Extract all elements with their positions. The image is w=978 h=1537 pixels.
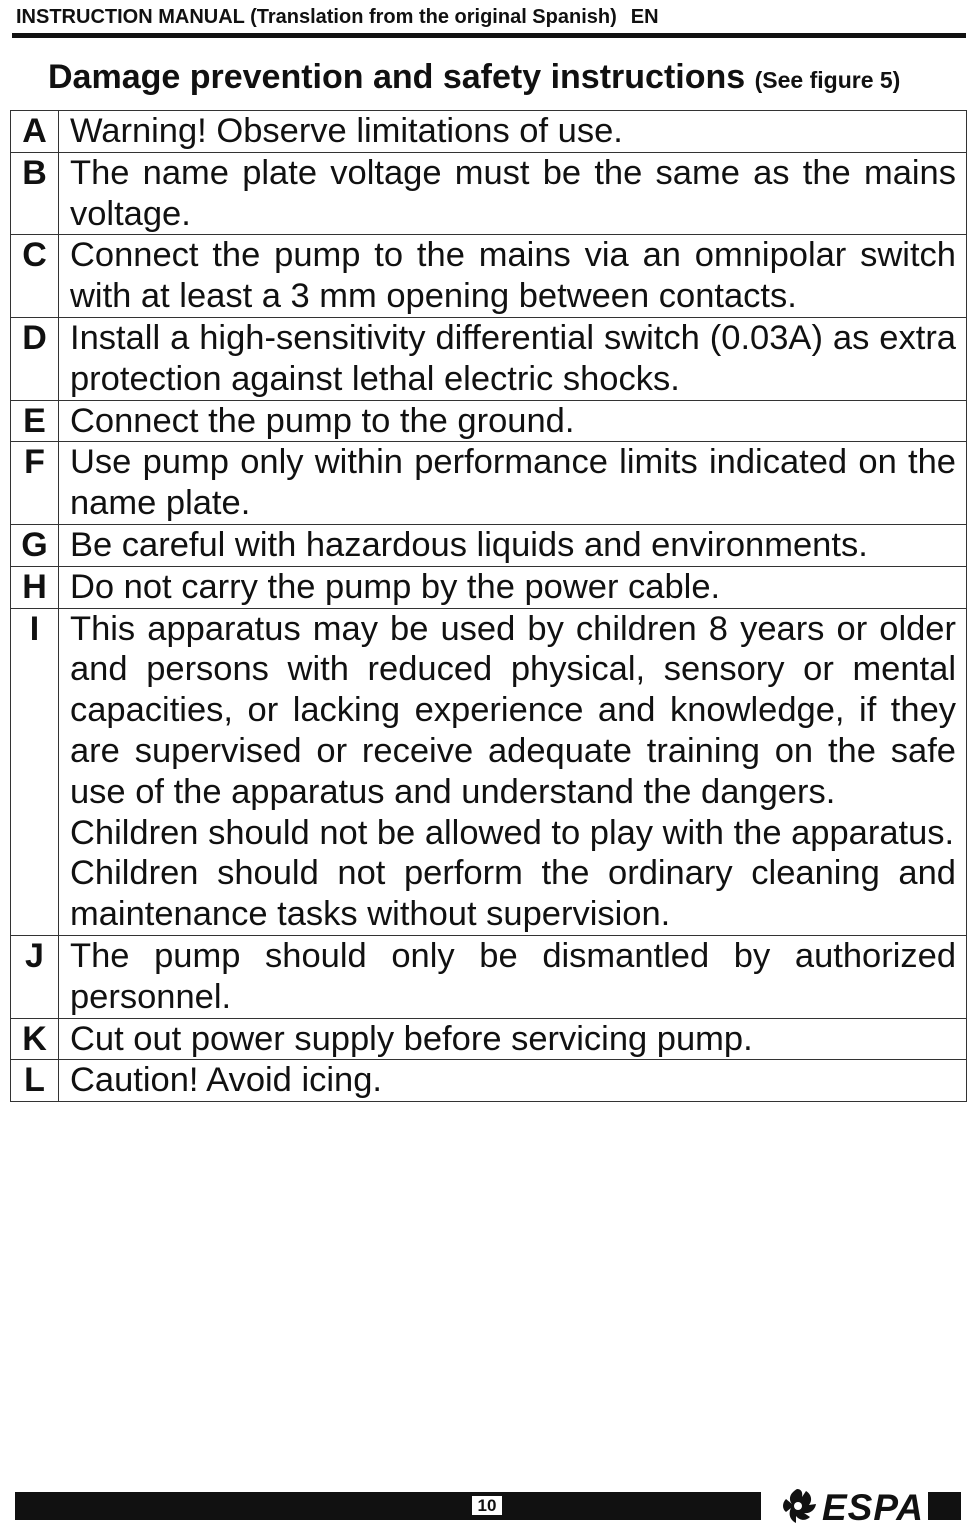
instruction-row-k [11,1018,967,1060]
instruction-letter: L [11,1060,59,1102]
instruction-paragraph: The name plate voltage must be the same as the mains voltage. [70,153,956,233]
section-heading [48,58,900,97]
instruction-letter: H [11,566,59,608]
instruction-row-h [11,566,967,608]
section-title: Damage prevention and safety instructions [48,58,746,96]
page-number: 10 [472,1496,503,1515]
safety-instructions-body [11,111,967,1102]
instruction-paragraph: Use pump only within performance limits indicated on the name plate. [70,443,956,523]
instruction-text [59,317,967,400]
instruction-letter: D [11,317,59,400]
instruction-letter: A [11,111,59,153]
instruction-text [59,235,967,318]
instruction-letter: I [11,608,59,935]
espa-logo [774,1484,924,1532]
instruction-letter: J [11,935,59,1018]
instruction-paragraph: Children should not perform the ordinary cleaning and maintenance tasks without supervision. [70,854,956,934]
instruction-letter: G [11,524,59,566]
instruction-row-l [11,1060,967,1102]
instruction-text [59,608,967,935]
instruction-text [59,442,967,525]
footer-bar-end [928,1492,961,1520]
instruction-paragraph: Warning! Observe limitations of use. [70,112,623,150]
instruction-row-i [11,608,967,935]
instruction-letter: C [11,235,59,318]
brand-name: ESPA [822,1487,925,1528]
header-rule [12,33,966,38]
instruction-paragraph: Install a high-sensitivity differential switch (0.03A) as extra protection against lethal electric shocks. [70,318,956,398]
instruction-text [59,152,967,235]
instruction-letter: K [11,1018,59,1060]
instruction-text [59,111,967,153]
instruction-letter: B [11,152,59,235]
instruction-text [59,935,967,1018]
instruction-paragraph: Do not carry the pump by the power cable. [70,567,721,606]
instruction-text [59,524,967,566]
instruction-row-e [11,400,967,442]
instruction-text [59,1018,967,1060]
safety-instructions-table [10,110,967,1102]
instruction-row-c [11,235,967,318]
instruction-letter: E [11,400,59,442]
instruction-paragraph: Connect the pump to the ground. [70,401,575,440]
instruction-paragraph: The pump should only be dismantled by authorized personnel. [70,936,956,1016]
instruction-row-g [11,524,967,566]
instruction-text [59,1060,967,1102]
manual-header [16,6,659,29]
instruction-paragraph: Children should not be allowed to play with the apparatus. [70,813,955,852]
instruction-row-d [11,317,967,400]
manual-header-title: INSTRUCTION MANUAL (Translation from the original Spanish) [16,6,617,28]
instruction-paragraph: Cut out power supply before servicing pump. [70,1019,753,1058]
instruction-row-b [11,152,967,235]
instruction-text [59,566,967,608]
instruction-row-a [11,111,967,153]
instruction-row-j [11,935,967,1018]
instruction-paragraph: Be careful with hazardous liquids and environments. [70,525,868,564]
instruction-row-f [11,442,967,525]
instruction-letter: F [11,442,59,525]
language-code: EN [630,6,659,28]
instruction-text [59,400,967,442]
espa-swirl-logo-icon [774,1485,820,1531]
section-subtitle: (See figure 5) [754,67,901,93]
instruction-paragraph: This apparatus may be used by children 8 years or older and persons with reduced physical, sensory or mental capacities, or lacking experience and knowledge, if they are supervised or receive adequate training on the safe use of the apparatus and understand the dangers. [70,609,956,811]
instruction-paragraph: Caution! Avoid icing. [70,1061,382,1100]
instruction-paragraph: Connect the pump to the mains via an omnipolar switch with at least a 3 mm opening between contacts. [70,236,956,316]
